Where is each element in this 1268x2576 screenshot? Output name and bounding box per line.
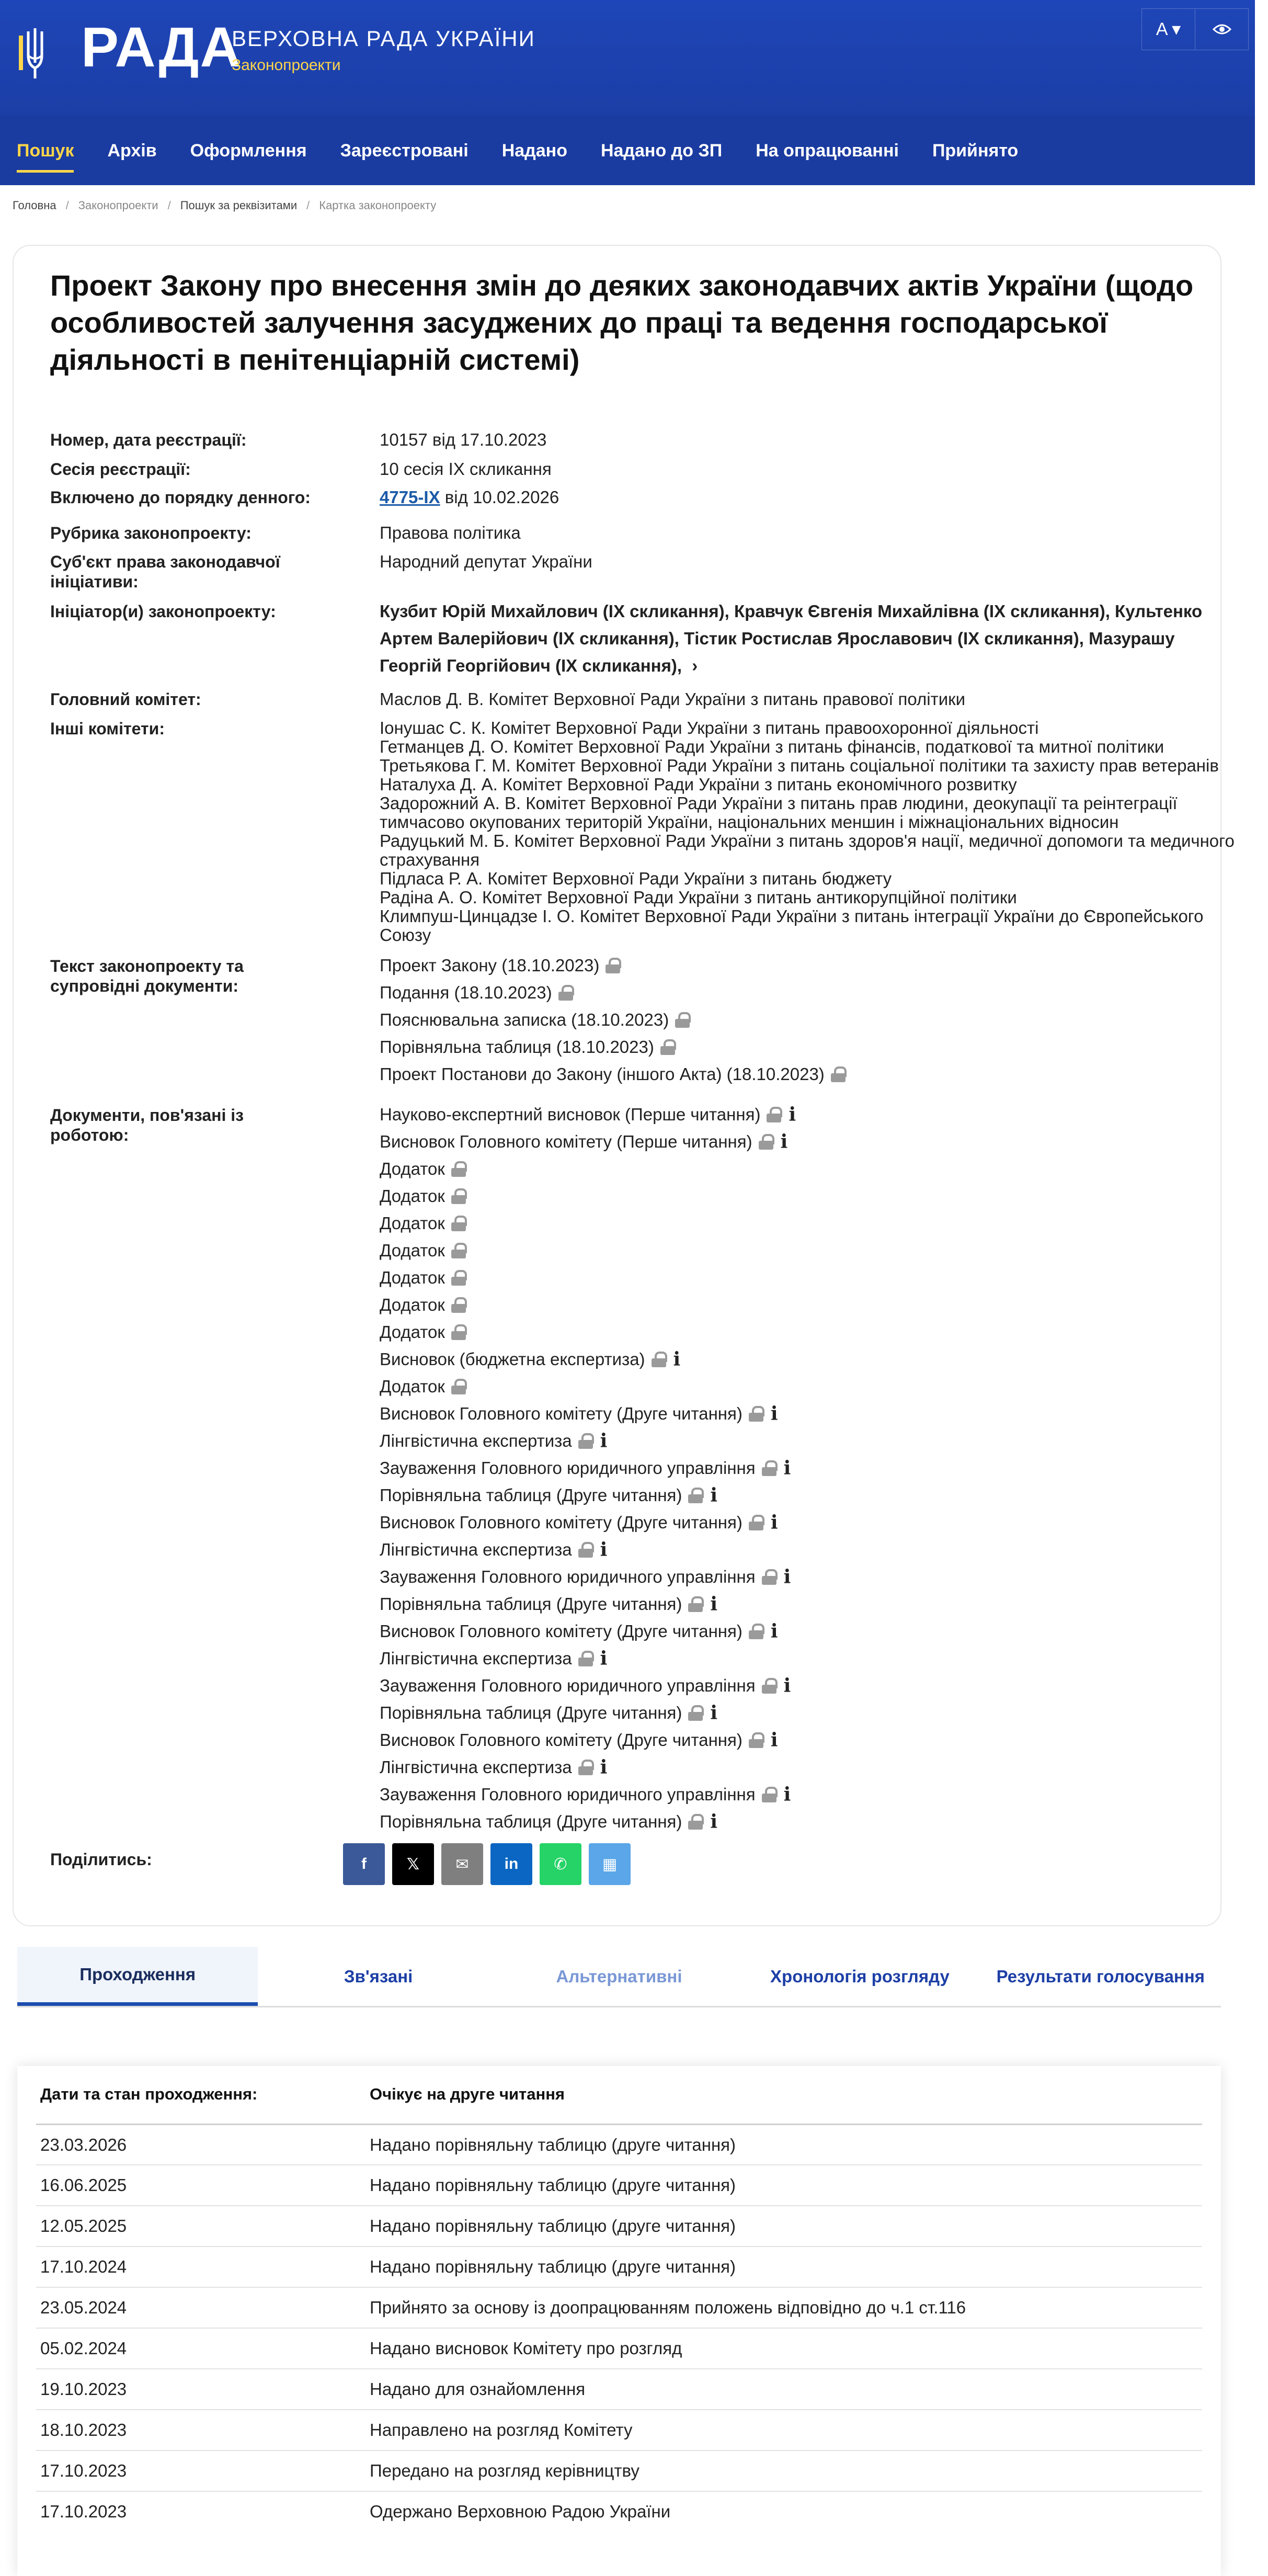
tab-related[interactable]: Зв'язані xyxy=(344,1966,413,1986)
history-event: Надано для ознайомлення xyxy=(370,2379,586,2399)
other-committees-list xyxy=(380,719,1237,945)
breadcrumb-current: Картка законопроекту xyxy=(319,199,437,212)
rubric-label: Рубрика законопроекту: xyxy=(50,524,252,542)
table-row xyxy=(36,2491,1202,2532)
header-controls xyxy=(1141,8,1249,50)
document-link[interactable] xyxy=(380,1210,1237,1237)
lock-icon xyxy=(762,1460,776,1476)
linkedin-icon: in xyxy=(504,1855,519,1873)
document-title[interactable]: Лінгвістична експертиза xyxy=(380,1757,572,1777)
committee-item: Гетманцев Д. О. Комітет Верховної Ради України з питань фінансів, податкової та митної політики xyxy=(380,737,1164,756)
document-title[interactable]: Додаток xyxy=(380,1213,445,1233)
document-title[interactable]: Проект Постанови до Закону (іншого Акта) (18.10.2023) xyxy=(380,1064,825,1084)
document-link[interactable] xyxy=(380,1061,1237,1088)
tab-passage[interactable]: Проходження xyxy=(17,1947,258,2006)
history-event: Надано порівняльну таблицю (друге читання) xyxy=(370,2216,736,2235)
initiators-names: Кузбит Юрій Михайлович (IX скликання), Кравчук Євгенія Михайлівна (IX скликання), Культенко Артем Валерійович (IX скликання), Тістик Ростислав Ярославович (IX скликання), Мазурашу Георгій Георгійович (IX скликання), xyxy=(380,602,1203,675)
facebook-icon: f xyxy=(361,1855,367,1873)
history-date: 05.02.2024 xyxy=(40,2339,127,2358)
document-title[interactable]: Додаток xyxy=(380,1268,445,1287)
history-event: Одержано Верховною Радою України xyxy=(370,2502,671,2521)
table-row xyxy=(36,2246,1202,2287)
document-title[interactable]: Додаток xyxy=(380,1159,445,1178)
history-date: 17.10.2023 xyxy=(40,2461,127,2480)
document-title[interactable]: Зауваження Головного юридичного управління xyxy=(380,1676,756,1695)
whatsapp-share-button[interactable] xyxy=(540,1843,581,1885)
table-row xyxy=(36,2205,1202,2246)
history-event: Надано порівняльну таблицю (друге читання) xyxy=(370,2175,736,2195)
related-docs-list xyxy=(380,1101,1237,1835)
lock-icon xyxy=(451,1161,466,1177)
document-title[interactable]: Науково-експертний висновок (Перше читання) xyxy=(380,1105,761,1124)
section-name: Законопроекти xyxy=(232,56,341,74)
lock-icon xyxy=(759,1134,773,1150)
breadcrumb-search[interactable]: Пошук за реквізитами xyxy=(180,199,298,212)
info-icon[interactable]: i xyxy=(770,1729,778,1751)
document-title[interactable]: Висновок Головного комітету (Друге читання) xyxy=(380,1404,742,1423)
agenda-date: від 10.02.2026 xyxy=(440,487,559,507)
main-nav xyxy=(0,116,1255,185)
info-icon[interactable]: i xyxy=(783,1675,791,1697)
info-icon[interactable]: i xyxy=(783,1784,791,1806)
document-title[interactable]: Лінгвістична експертиза xyxy=(380,1540,572,1559)
nav-adopted[interactable]: Прийнято xyxy=(932,140,1019,161)
initiators-expand-icon[interactable]: › xyxy=(692,656,698,675)
lock-icon xyxy=(558,985,573,1001)
document-link[interactable] xyxy=(380,1155,1237,1183)
breadcrumb-home[interactable]: Головна xyxy=(13,199,56,212)
x-icon: 𝕏 xyxy=(406,1855,420,1873)
font-size-button[interactable]: A ▾ xyxy=(1156,19,1181,39)
document-link[interactable] xyxy=(380,1455,1237,1482)
lock-icon xyxy=(451,1243,466,1258)
document-link[interactable] xyxy=(380,1536,1237,1563)
info-icon[interactable]: i xyxy=(600,1648,608,1670)
document-link[interactable] xyxy=(380,952,1237,979)
nav-provided-zp[interactable]: Надано до ЗП xyxy=(600,140,723,161)
document-title[interactable]: Висновок (бюджетна експертиза) xyxy=(380,1349,645,1369)
info-icon[interactable]: i xyxy=(673,1348,681,1370)
subject-label: Суб'єкт права законодавчої ініціативи: xyxy=(50,552,280,591)
related-docs-label: Документи, пов'язані із роботою: xyxy=(50,1106,244,1144)
info-icon[interactable]: i xyxy=(600,1430,608,1452)
info-icon[interactable]: i xyxy=(710,1593,718,1615)
breadcrumb-separator: / xyxy=(65,199,69,212)
main-committee-label: Головний комітет: xyxy=(50,690,201,709)
linkedin-share-button[interactable] xyxy=(490,1843,532,1885)
document-link[interactable] xyxy=(380,1319,1237,1346)
lock-icon xyxy=(688,1488,703,1503)
table-row xyxy=(36,2328,1202,2368)
bill-card xyxy=(13,245,1235,1926)
lock-icon xyxy=(578,1651,593,1666)
lock-icon xyxy=(451,1297,466,1313)
committee-item: Задорожний А. В. Комітет Верховної Ради України з питань прав людини, деокупації та реінтеграції тимчасово окупованих територій України, національних меншин і міжнаціональних відносин xyxy=(380,793,1178,832)
passage-history xyxy=(17,2066,1221,2576)
tab-voting-results[interactable]: Результати голосування xyxy=(996,1966,1205,1986)
nav-processing[interactable]: На опрацюванні xyxy=(756,140,899,161)
history-date: 23.03.2026 xyxy=(40,2135,127,2154)
document-title[interactable]: Висновок Головного комітету (Друге читання) xyxy=(380,1621,742,1641)
history-heading-label: Дати та стан проходження: xyxy=(40,2085,258,2103)
info-icon[interactable]: i xyxy=(780,1131,788,1153)
document-title[interactable]: Висновок Головного комітету (Друге читання) xyxy=(380,1730,742,1750)
lock-icon xyxy=(831,1066,846,1082)
lock-icon xyxy=(660,1039,675,1055)
document-link[interactable] xyxy=(380,1264,1237,1291)
info-icon[interactable]: i xyxy=(600,1756,608,1778)
lock-icon xyxy=(688,1814,703,1830)
document-link[interactable] xyxy=(380,1754,1237,1781)
lock-icon xyxy=(749,1515,763,1530)
info-icon[interactable]: i xyxy=(710,1702,718,1724)
document-link[interactable] xyxy=(380,1346,1237,1373)
initiators-value xyxy=(380,598,1237,679)
lock-icon xyxy=(578,1542,593,1558)
whatsapp-icon: ✆ xyxy=(554,1855,567,1873)
committee-item: Радіна А. О. Комітет Верховної Ради України з питань антикорупційної політики xyxy=(380,888,1017,907)
document-link[interactable] xyxy=(380,1101,1237,1128)
committee-item: Іонушас С. К. Комітет Верховної Ради України з питань правоохоронної діяльності xyxy=(380,718,1039,737)
eye-icon xyxy=(1213,23,1231,36)
table-row xyxy=(36,2409,1202,2450)
document-title[interactable]: Висновок Головного комітету (Друге читання) xyxy=(380,1513,742,1532)
agenda-value xyxy=(380,487,1237,507)
x-share-button[interactable] xyxy=(392,1843,434,1885)
reg-label: Номер, дата реєстрації: xyxy=(50,430,247,449)
committee-item: Наталуха Д. А. Комітет Верховної Ради України з питань економічного розвитку xyxy=(380,775,1017,794)
document-link[interactable] xyxy=(380,1563,1237,1591)
history-date: 18.10.2023 xyxy=(40,2420,127,2439)
breadcrumb-separator: / xyxy=(306,199,310,212)
document-title[interactable]: Лінгвістична експертиза xyxy=(380,1649,572,1668)
document-title[interactable]: Порівняльна таблиця (Друге читання) xyxy=(380,1594,682,1614)
info-icon[interactable]: i xyxy=(600,1539,608,1561)
lock-icon xyxy=(762,1787,776,1802)
info-icon[interactable]: i xyxy=(770,1403,778,1425)
document-title[interactable]: Висновок Головного комітету (Перше читання) xyxy=(380,1132,752,1151)
session-label: Сесія реєстрації: xyxy=(50,460,191,479)
document-link[interactable] xyxy=(380,1400,1237,1427)
table-row xyxy=(36,2287,1202,2328)
org-name: ВЕРХОВНА РАДА УКРАЇНИ xyxy=(232,26,535,51)
document-title[interactable]: Додаток xyxy=(380,1295,445,1314)
lock-icon xyxy=(578,1760,593,1775)
document-link[interactable] xyxy=(380,1006,1237,1034)
lock-icon xyxy=(749,1624,763,1639)
document-link[interactable] xyxy=(380,1591,1237,1618)
nav-archive[interactable]: Архів xyxy=(107,140,157,161)
document-link[interactable] xyxy=(380,1672,1237,1699)
document-link[interactable] xyxy=(380,1237,1237,1264)
document-title[interactable]: Зауваження Головного юридичного управління xyxy=(380,1458,756,1478)
info-icon[interactable]: i xyxy=(783,1457,791,1479)
lock-icon xyxy=(767,1107,781,1122)
bill-tabs xyxy=(17,1947,1221,2007)
texts-list xyxy=(380,952,1237,1088)
document-link[interactable] xyxy=(380,1618,1237,1645)
document-link[interactable] xyxy=(380,1808,1237,1835)
session-value: 10 сесія IX скликання xyxy=(380,459,552,479)
agenda-label: Включено до порядку денного: xyxy=(50,488,311,507)
document-link[interactable] xyxy=(380,1781,1237,1808)
table-row xyxy=(36,2124,1202,2164)
info-icon[interactable]: i xyxy=(710,1811,718,1833)
info-icon[interactable]: i xyxy=(710,1484,718,1506)
committee-item: Климпуш-Цинцадзе І. О. Комітет Верховної Ради України з питань інтеграції України до Європейського Союзу xyxy=(380,906,1204,945)
history-heading-status: Очікує на друге читання xyxy=(370,2085,565,2103)
main-committee-value: Маслов Д. В. Комітет Верховної Ради України з питань правової політики xyxy=(380,689,966,709)
nav-registered[interactable]: Зареєстровані xyxy=(340,140,469,161)
agenda-link[interactable]: 4775-IX xyxy=(380,487,440,507)
document-title[interactable]: Порівняльна таблиця (18.10.2023) xyxy=(380,1037,654,1057)
accessibility-eye-button[interactable] xyxy=(1195,9,1248,50)
document-title[interactable]: Проект Закону (18.10.2023) xyxy=(380,956,600,975)
document-title[interactable]: Додаток xyxy=(380,1322,445,1342)
history-event: Прийнято за основу із доопрацюванням положень відповідно до ч.1 ст.116 xyxy=(370,2298,966,2317)
committee-item: Підласа Р. А. Комітет Верховної Ради України з питань бюджету xyxy=(380,869,892,888)
nav-provided[interactable]: Надано xyxy=(501,140,567,161)
document-title[interactable]: Додаток xyxy=(380,1377,445,1396)
document-link[interactable] xyxy=(380,1291,1237,1319)
qr-share-button[interactable] xyxy=(589,1843,631,1885)
history-date: 16.06.2025 xyxy=(40,2175,127,2195)
lock-icon xyxy=(749,1406,763,1422)
document-link[interactable] xyxy=(380,1482,1237,1509)
document-title[interactable]: Лінгвістична експертиза xyxy=(380,1431,572,1450)
lock-icon xyxy=(688,1705,703,1721)
facebook-share-button[interactable] xyxy=(343,1843,385,1885)
nav-registration[interactable]: Оформлення xyxy=(190,140,307,161)
lock-icon xyxy=(451,1379,466,1394)
logo-text[interactable]: РАДА xyxy=(81,15,242,78)
share-buttons xyxy=(343,1843,631,1885)
lock-icon xyxy=(451,1324,466,1340)
email-icon: ✉ xyxy=(455,1855,469,1873)
history-date: 12.05.2025 xyxy=(40,2216,127,2235)
tab-chronology[interactable]: Хронологія розгляду xyxy=(770,1966,950,1986)
info-icon[interactable]: i xyxy=(770,1512,778,1534)
lock-icon xyxy=(578,1433,593,1449)
tab-alternative[interactable]: Альтернативні xyxy=(556,1966,682,1986)
document-link[interactable] xyxy=(380,1509,1237,1536)
lock-icon xyxy=(451,1216,466,1231)
email-share-button[interactable] xyxy=(441,1843,483,1885)
lock-icon xyxy=(749,1732,763,1748)
table-row xyxy=(36,2450,1202,2491)
texts-label: Текст законопроекту та супровідні документи: xyxy=(50,957,244,995)
document-title[interactable]: Зауваження Головного юридичного управління xyxy=(380,1785,756,1804)
history-event: Надано порівняльну таблицю (друге читання) xyxy=(370,2135,736,2154)
nav-search[interactable]: Пошук xyxy=(0,116,90,185)
qr-icon: ▦ xyxy=(602,1855,618,1873)
history-event: Надано порівняльну таблицю (друге читання) xyxy=(370,2257,736,2276)
document-link[interactable] xyxy=(380,1373,1237,1400)
document-title[interactable]: Порівняльна таблиця (Друге читання) xyxy=(380,1485,682,1505)
document-link[interactable] xyxy=(380,1699,1237,1727)
lock-icon xyxy=(762,1678,776,1694)
document-link[interactable] xyxy=(380,1427,1237,1455)
lock-icon xyxy=(606,958,620,973)
trident-logo-icon xyxy=(19,26,51,81)
info-icon[interactable]: i xyxy=(783,1566,791,1588)
other-committees-label: Інші комітети: xyxy=(50,719,165,738)
lock-icon xyxy=(652,1352,666,1367)
reg-value: 10157 від 17.10.2023 xyxy=(380,430,547,449)
document-title[interactable]: Пояснювальна записка (18.10.2023) xyxy=(380,1010,669,1029)
document-title[interactable]: Зауваження Головного юридичного управління xyxy=(380,1567,756,1586)
initiators-label: Ініціатор(и) законопроекту: xyxy=(50,602,276,621)
history-event: Передано на розгляд керівництву xyxy=(370,2461,639,2480)
lock-icon xyxy=(451,1270,466,1286)
breadcrumb-bills[interactable]: Законопроекти xyxy=(78,199,158,212)
history-rows xyxy=(36,2124,1202,2532)
table-row xyxy=(36,2368,1202,2409)
breadcrumb xyxy=(13,199,436,212)
history-date: 23.05.2024 xyxy=(40,2298,127,2317)
history-event: Надано висновок Комітету про розгляд xyxy=(370,2339,682,2358)
document-link[interactable] xyxy=(380,979,1237,1006)
document-title[interactable]: Додаток xyxy=(380,1241,445,1260)
lock-icon xyxy=(451,1188,466,1204)
breadcrumb-separator: / xyxy=(167,199,171,212)
document-title[interactable]: Порівняльна таблиця (Друге читання) xyxy=(380,1703,682,1722)
committee-item: Третьякова Г. М. Комітет Верховної Ради України з питань соціальної політики та захисту прав ветеранів xyxy=(380,756,1219,775)
document-title[interactable]: Порівняльна таблиця (Друге читання) xyxy=(380,1812,682,1831)
document-link[interactable] xyxy=(380,1128,1237,1155)
document-link[interactable] xyxy=(380,1645,1237,1672)
history-event: Направлено на розгляд Комітету xyxy=(370,2420,633,2439)
info-icon[interactable]: i xyxy=(789,1104,796,1126)
document-title[interactable]: Додаток xyxy=(380,1186,445,1206)
info-icon[interactable]: i xyxy=(770,1620,778,1642)
subject-value: Народний депутат України xyxy=(380,552,592,571)
document-link[interactable] xyxy=(380,1727,1237,1754)
committee-item: Радуцький М. Б. Комітет Верховної Ради України з питань здоров'я нації, медичної допомоги та медичного страхування xyxy=(380,831,1235,869)
document-title[interactable]: Подання (18.10.2023) xyxy=(380,983,552,1002)
history-date: 17.10.2024 xyxy=(40,2257,127,2276)
rubric-value: Правова політика xyxy=(380,523,521,542)
document-link[interactable] xyxy=(380,1183,1237,1210)
document-link[interactable] xyxy=(380,1034,1237,1061)
lock-icon xyxy=(675,1012,690,1028)
table-row xyxy=(36,2164,1202,2205)
share-label: Поділитись: xyxy=(50,1850,152,1869)
bill-title: Проект Закону про внесення змін до деяких законодавчих актів України (щодо особливостей залучення засуджених до праці та ведення господарської діяльності в пенітенціарній системі) xyxy=(50,269,1194,376)
lock-icon xyxy=(688,1596,703,1612)
history-date: 17.10.2023 xyxy=(40,2502,127,2521)
lock-icon xyxy=(762,1569,776,1585)
site-header xyxy=(0,0,1255,116)
history-date: 19.10.2023 xyxy=(40,2379,127,2399)
